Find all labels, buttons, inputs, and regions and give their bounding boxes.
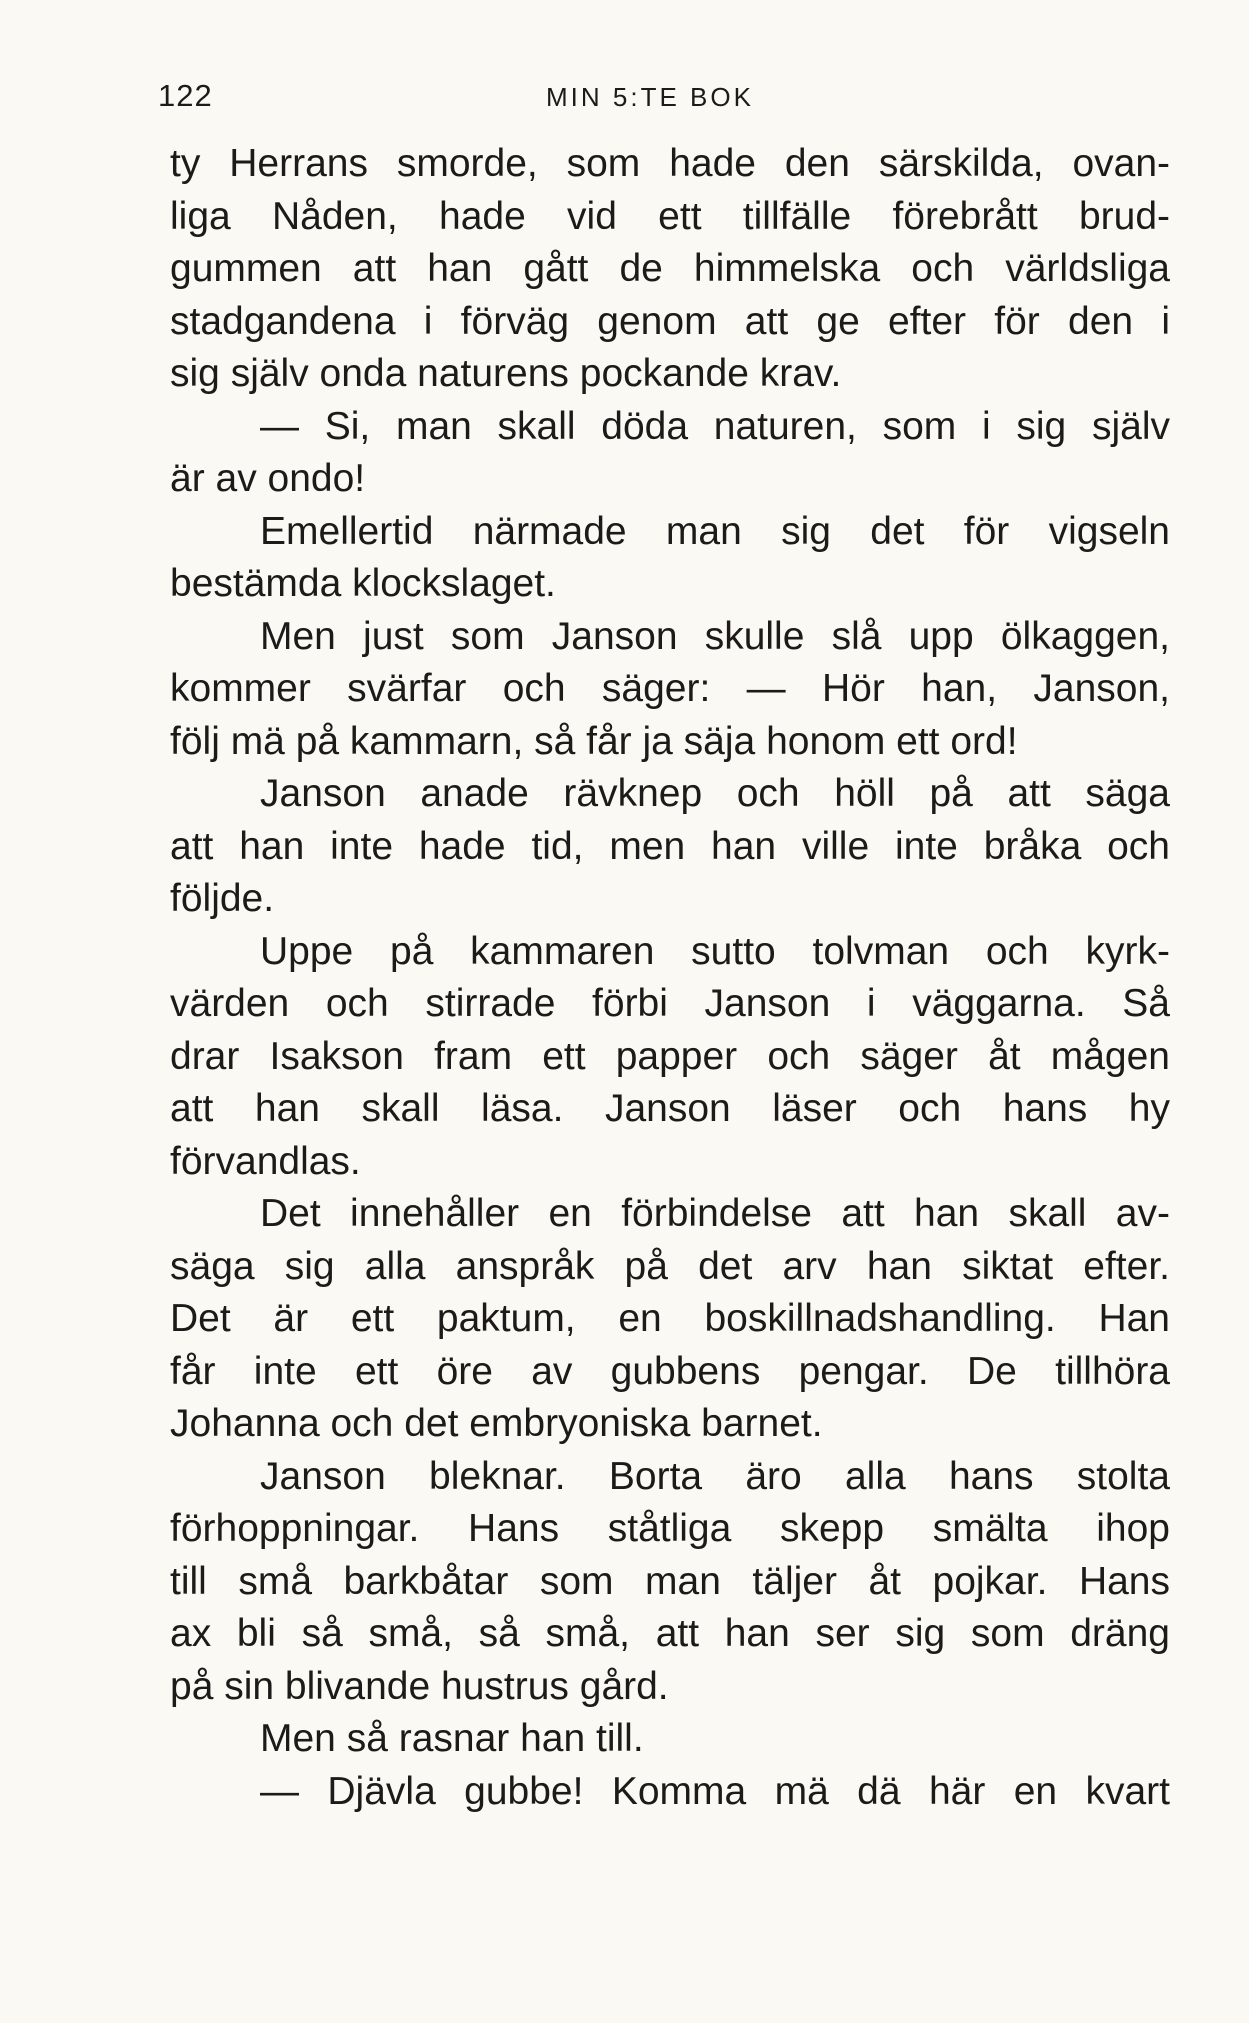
text-line: Det är ett paktum, en boskillnadshandling. Han	[170, 1297, 1170, 1340]
text-line: är av ondo!	[170, 457, 366, 500]
text-line: säga sig alla anspråk på det arv han siktat efter.	[170, 1244, 1170, 1288]
text-line: Janson anade rävknep och höll på att säga	[260, 772, 1170, 815]
text-line: — Si, man skall döda naturen, som i sig själv	[260, 404, 1170, 448]
text-line: Emellertid närmade man sig det för vigseln	[260, 509, 1170, 553]
text-line: ax bli så små, så små, att han ser sig som dräng	[170, 1612, 1170, 1655]
text-line: Johanna och det embryoniska barnet.	[170, 1402, 823, 1445]
text-line: Men så rasnar han till.	[260, 1717, 644, 1760]
text-line: följ mä på kammarn, så får ja säja honom ett ord!	[170, 719, 1018, 763]
text-line: att han inte hade tid, men han ville inte bråka och	[170, 824, 1170, 868]
text-line: till små barkbåtar som man täljer åt pojkar. Hans	[170, 1559, 1170, 1603]
text-line: bestämda klockslaget.	[170, 562, 556, 605]
body-text	[170, 138, 1170, 1818]
text-line: ty Herrans smorde, som hade den särskilda, ovan-	[170, 142, 1170, 185]
text-line: förvandlas.	[170, 1139, 361, 1183]
text-line: får inte ett öre av gubbens pengar. De tillhöra	[170, 1349, 1170, 1393]
page-number: 122	[158, 78, 213, 113]
text-line: liga Nåden, hade vid ett tillfälle förebrått brud-	[170, 194, 1170, 238]
page-header	[158, 78, 1118, 128]
text-line: sig själv onda naturens pockande krav.	[170, 352, 842, 395]
text-line: Uppe på kammaren sutto tolvman och kyrk-	[260, 929, 1170, 973]
text-line: kommer svärfar och säger: — Hör han, Janson,	[170, 667, 1170, 710]
text-line: värden och stirrade förbi Janson i väggarna. Så	[170, 982, 1170, 1025]
text-line: att han skall läsa. Janson läser och hans hy	[170, 1087, 1170, 1130]
text-line: följde.	[170, 877, 275, 920]
text-line: Janson bleknar. Borta äro alla hans stolta	[260, 1454, 1170, 1498]
text-line: på sin blivande hustrus gård.	[170, 1664, 669, 1708]
running-title: MIN 5:TE BOK	[546, 82, 754, 112]
text-line: — Djävla gubbe! Komma mä dä här en kvart	[260, 1769, 1170, 1813]
text-line: gummen att han gått de himmelska och världsliga	[170, 247, 1170, 290]
text-line: Men just som Janson skulle slå upp ölkaggen,	[260, 614, 1170, 658]
text-line: stadgandena i förväg genom att ge efter för den i	[170, 299, 1170, 343]
text-line: förhoppningar. Hans ståtliga skepp smälta ihop	[170, 1507, 1170, 1550]
text-line: Det innehåller en förbindelse att han skall av-	[260, 1192, 1170, 1235]
text-line: drar Isakson fram ett papper och säger åt mågen	[170, 1034, 1170, 1078]
